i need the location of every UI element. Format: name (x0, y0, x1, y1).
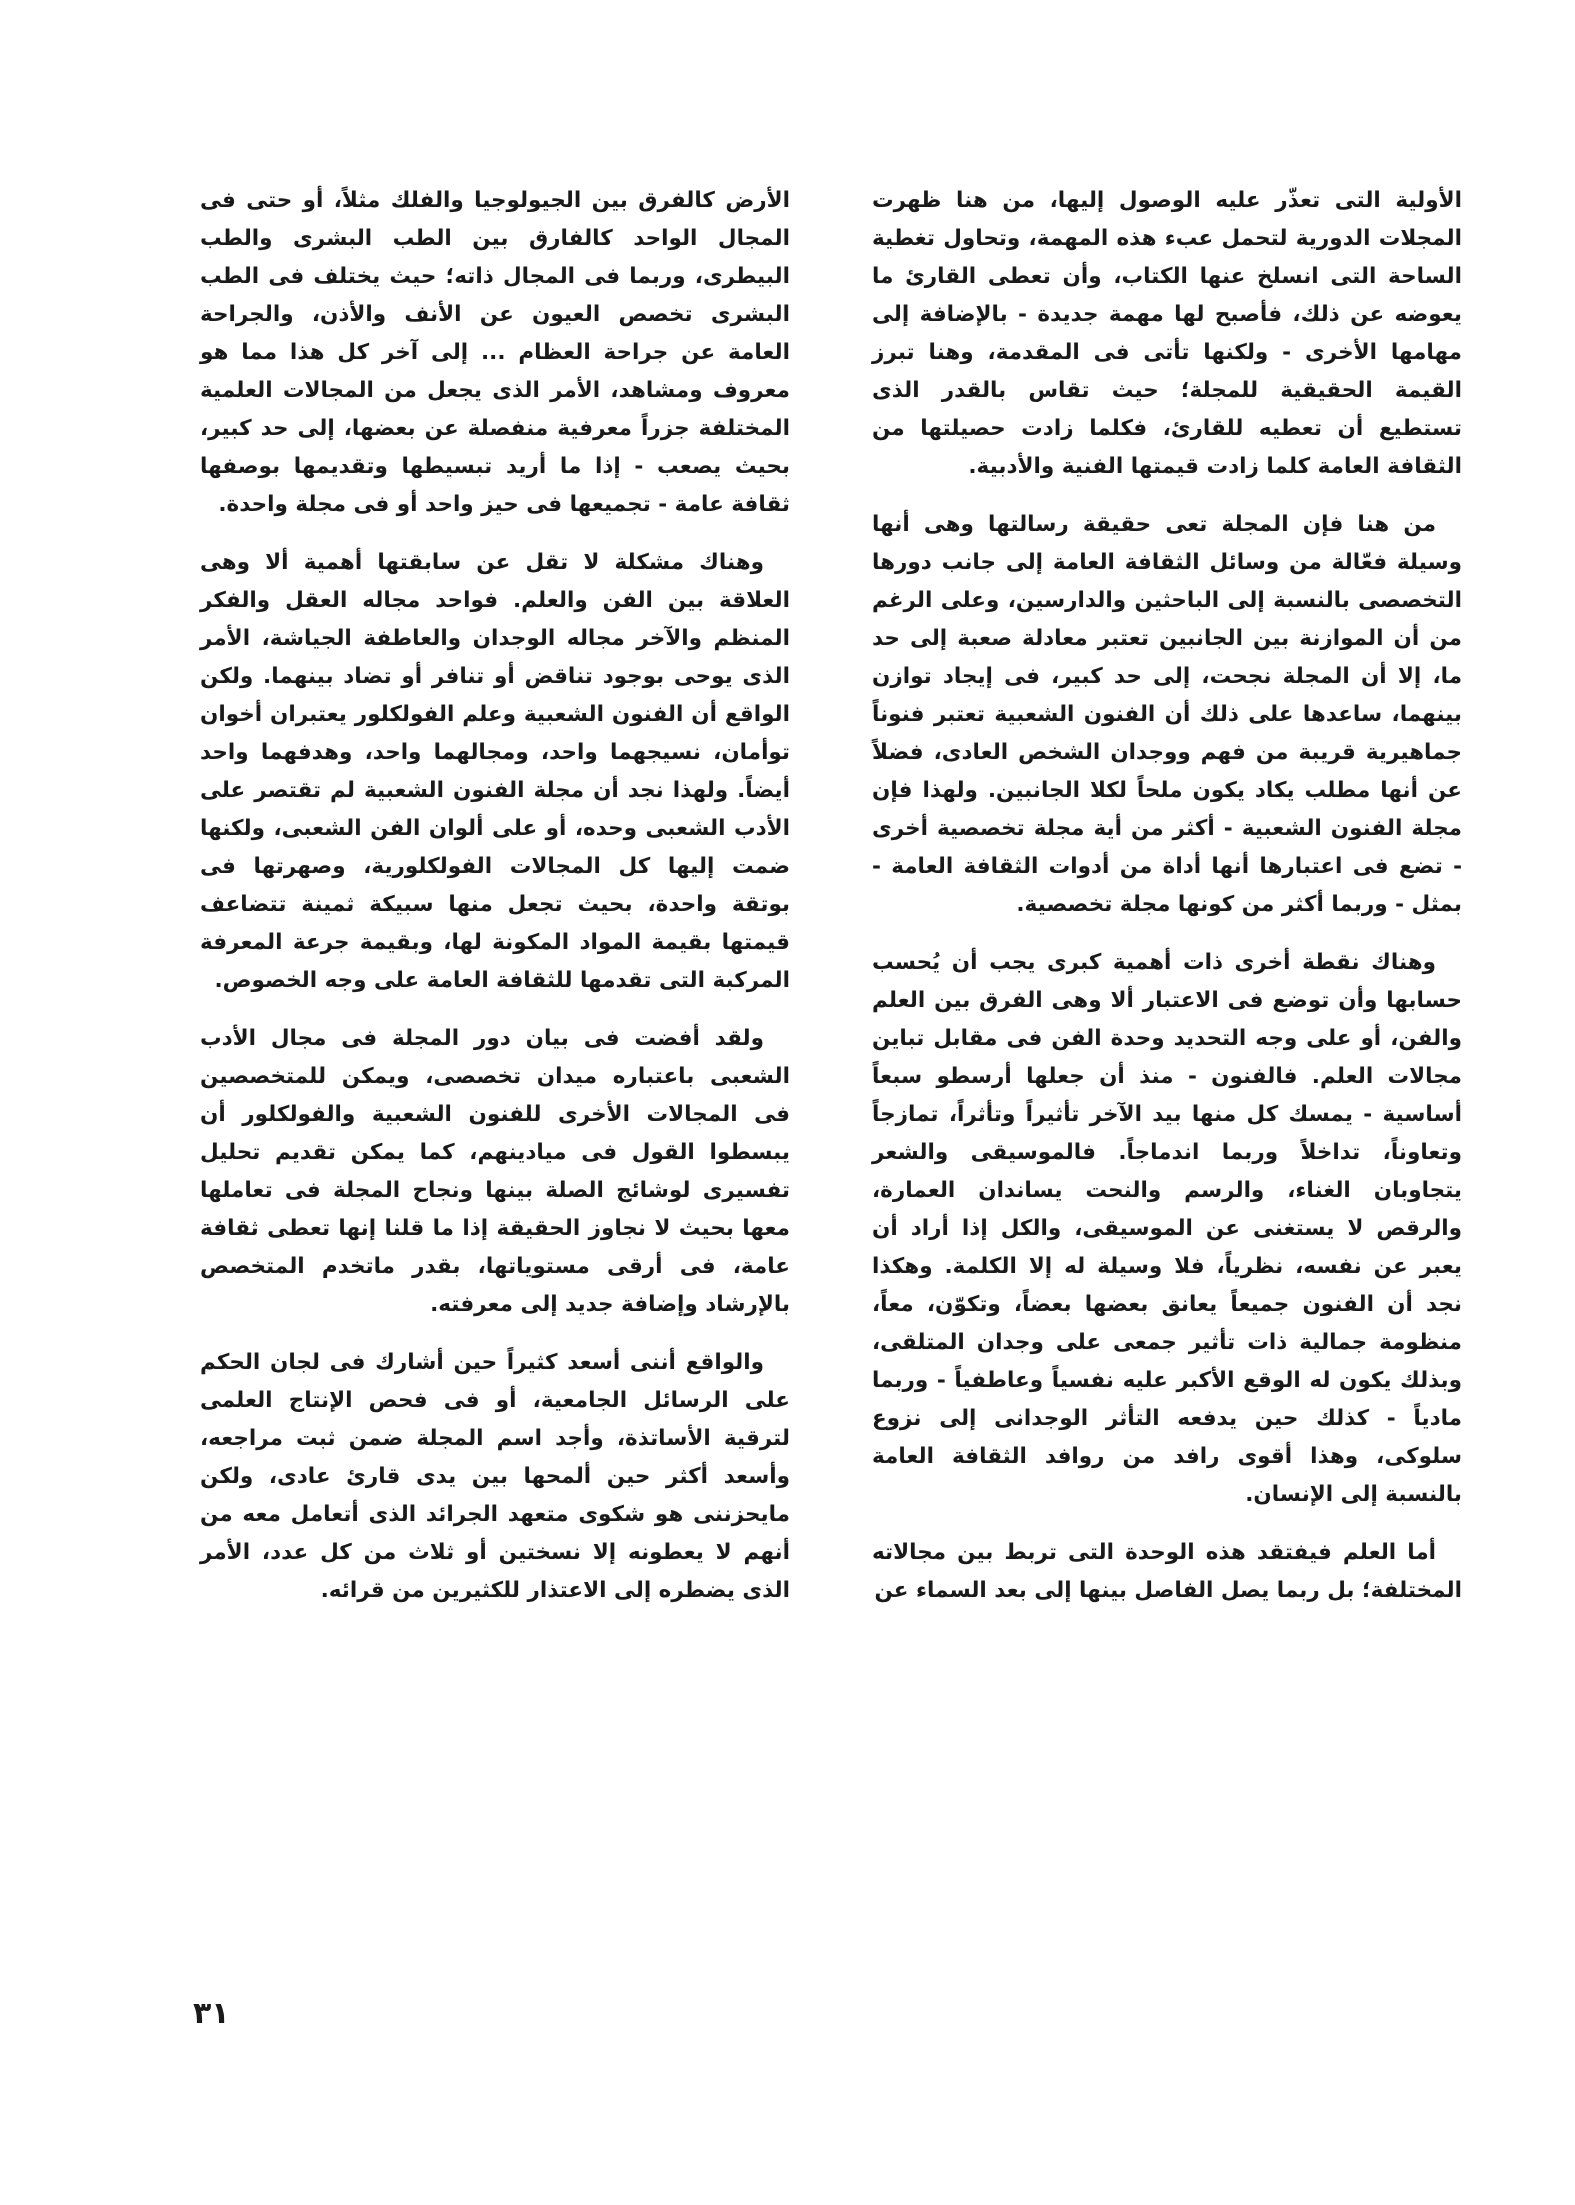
paragraph: ولقد أفضت فى بيان دور المجلة فى مجال الأدب الشعبى باعتباره ميدان تخصصى، ويمكن للمتخصصين فى المجالات الأخرى للفنون الشعبية والفولكلور أن يبسطوا القول فى ميادينهم، كما يمكن تقديم تحليل تفسيرى لوشائج الصلة بينها ونجاح المجلة فى تعاملها معها بحيث لا نجاوز الحقيقة إذا ما قلنا إنها تعطى ثقافة عامة، فى أرقى مستوياتها، بقدر ماتخدم المتخصص بالإرشاد وإضافة جديد إلى معرفته. (200, 1026, 790, 1317)
paragraph: وهناك نقطة أخرى ذات أهمية كبرى يجب أن يُحسب حسابها وأن توضع فى الاعتبار ألا وهى الفرق بين العلم والفن، أو على وجه التحديد وحدة الفن فى مقابل تباين مجالات العلم. فالفنون - منذ أن جعلها أرسطو سبعاً أساسية - يمسك كل منها بيد الآخر تأثيراً وتأثراً، تمازجاً وتعاوناً، تداخلاً وربما اندماجاً. فالموسيقى والشعر يتجاوبان الغناء، والرسم والنحت يساندان العمارة، والرقص لا يستغنى عن الموسيقى، والكل إذا أراد أن يعبر عن نفسه، نظرياً، فلا وسيلة له إلا الكلمة. وهكذا نجد أن الفنون جميعاً يعانق بعضها بعضاً، وتكوّن، معاً، منظومة جمالية ذات تأثير جمعى على وجدان المتلقى، وبذلك يكون له الوقع الأكبر عليه نفسياً وعاطفياً - وربما مادياً - كذلك حين يدفعه التأثر الوجدانى إلى نزوع سلوكى، وهذا أقوى رافد من روافد الثقافة العامة بالنسبة إلى الإنسان. (872, 950, 1462, 1507)
paragraph: والواقع أننى أسعد كثيراً حين أشارك فى لجان الحكم على الرسائل الجامعية، أو فى فحص الإنتاج العلمى لترقية الأساتذة، وأجد اسم المجلة ضمن ثبت مراجعه، وأسعد أكثر حين ألمحها بين يدى قارئ عادى، ولكن مايحزننى هو شكوى متعهد الجرائد الذى أتعامل معه من أنهم لا يعطونه إلا نسختين أو ثلاث من كل عدد، الأمر الذى يضطره إلى الاعتذار للكثيرين من قرائه. (200, 1350, 790, 1603)
left-text-column (200, 182, 790, 1630)
paragraph: أما العلم فيفتقد هذه الوحدة التى تربط بين مجالاته المختلفة؛ بل ربما يصل الفاصل بينها إلى بعد السماء عن (872, 1540, 1462, 1603)
paragraph: الأولية التى تعذّر عليه الوصول إليها، من هنا ظهرت المجلات الدورية لتحمل عبء هذه المهمة، وتحاول تغطية الساحة التى انسلخ عنها الكتاب، وأن تعطى القارئ ما يعوضه عن ذلك، فأصبح لها مهمة جديدة - بالإضافة إلى مهامها الأخرى - ولكنها تأتى فى المقدمة، وهنا تبرز القيمة الحقيقية للمجلة؛ حيث تقاس بالقدر الذى تستطيع أن تعطيه للقارئ، فكلما زادت حصيلتها من الثقافة العامة كلما زادت قيمتها الفنية والأدبية. (872, 188, 1462, 479)
paragraph: الأرض كالفرق بين الجيولوجيا والفلك مثلاً، أو حتى فى المجال الواحد كالفارق بين الطب البشرى والطب البيطرى، وربما فى المجال ذاته؛ حيث يختلف فى الطب البشرى تخصص العيون عن الأنف والأذن، والجراحة العامة عن جراحة العظام ... إلى آخر كل هذا مما هو معروف ومشاهد، الأمر الذى يجعل من المجالات العلمية المختلفة جزراً معرفية منفصلة عن بعضها، إلى حد كبير، بحيث يصعب - إذا ما أريد تبسيطها وتقديمها بوصفها ثقافة عامة - تجميعها فى حيز واحد أو فى مجلة واحدة. (200, 188, 790, 517)
paragraph: وهناك مشكلة لا تقل عن سابقتها أهمية ألا وهى العلاقة بين الفن والعلم. فواحد مجاله العقل والفكر المنظم والآخر مجاله الوجدان والعاطفة الجياشة، الأمر الذى يوحى بوجود تناقض أو تنافر أو تضاد بينهما. ولكن الواقع أن الفنون الشعبية وعلم الفولكلور يعتبران أخوان توأمان، نسيجهما واحد، ومجالهما واحد، وهدفهما واحد أيضاً. ولهذا نجد أن مجلة الفنون الشعبية لم تقتصر على الأدب الشعبى وحده، أو على ألوان الفن الشعبى، ولكنها ضمت إليها كل المجالات الفولكلورية، وصهرتها فى بوتقة واحدة، بحيث تجعل منها سبيكة ثمينة تتضاعف قيمتها بقيمة المواد المكونة لها، وبقيمة جرعة المعرفة المركبة التى تقدمها للثقافة العامة على وجه الخصوص. (200, 550, 790, 993)
right-text-column (872, 182, 1462, 1630)
page-number: ٣١ (193, 1996, 230, 2031)
paragraph: من هنا فإن المجلة تعى حقيقة رسالتها وهى أنها وسيلة فعّالة من وسائل الثقافة العامة إلى جانب دورها التخصصى بالنسبة إلى الباحثين والدارسين، وعلى الرغم من أن الموازنة بين الجانبين تعتبر معادلة صعبة إلى حد ما، إلا أن المجلة نجحت، إلى حد كبير، فى إيجاد توازن بينهما، ساعدها على ذلك أن الفنون الشعبية تعتبر فنوناً جماهيرية قريبة من فهم ووجدان الشخص العادى، فضلاً عن أنها مطلب يكاد يكون ملحاً لكلا الجانبين. ولهذا فإن مجلة الفنون الشعبية - أكثر من أية مجلة تخصصية أخرى - تضع فى اعتبارها أنها أداة من أدوات الثقافة العامة - بمثل - وربما أكثر من كونها مجلة تخصصية. (872, 512, 1462, 917)
